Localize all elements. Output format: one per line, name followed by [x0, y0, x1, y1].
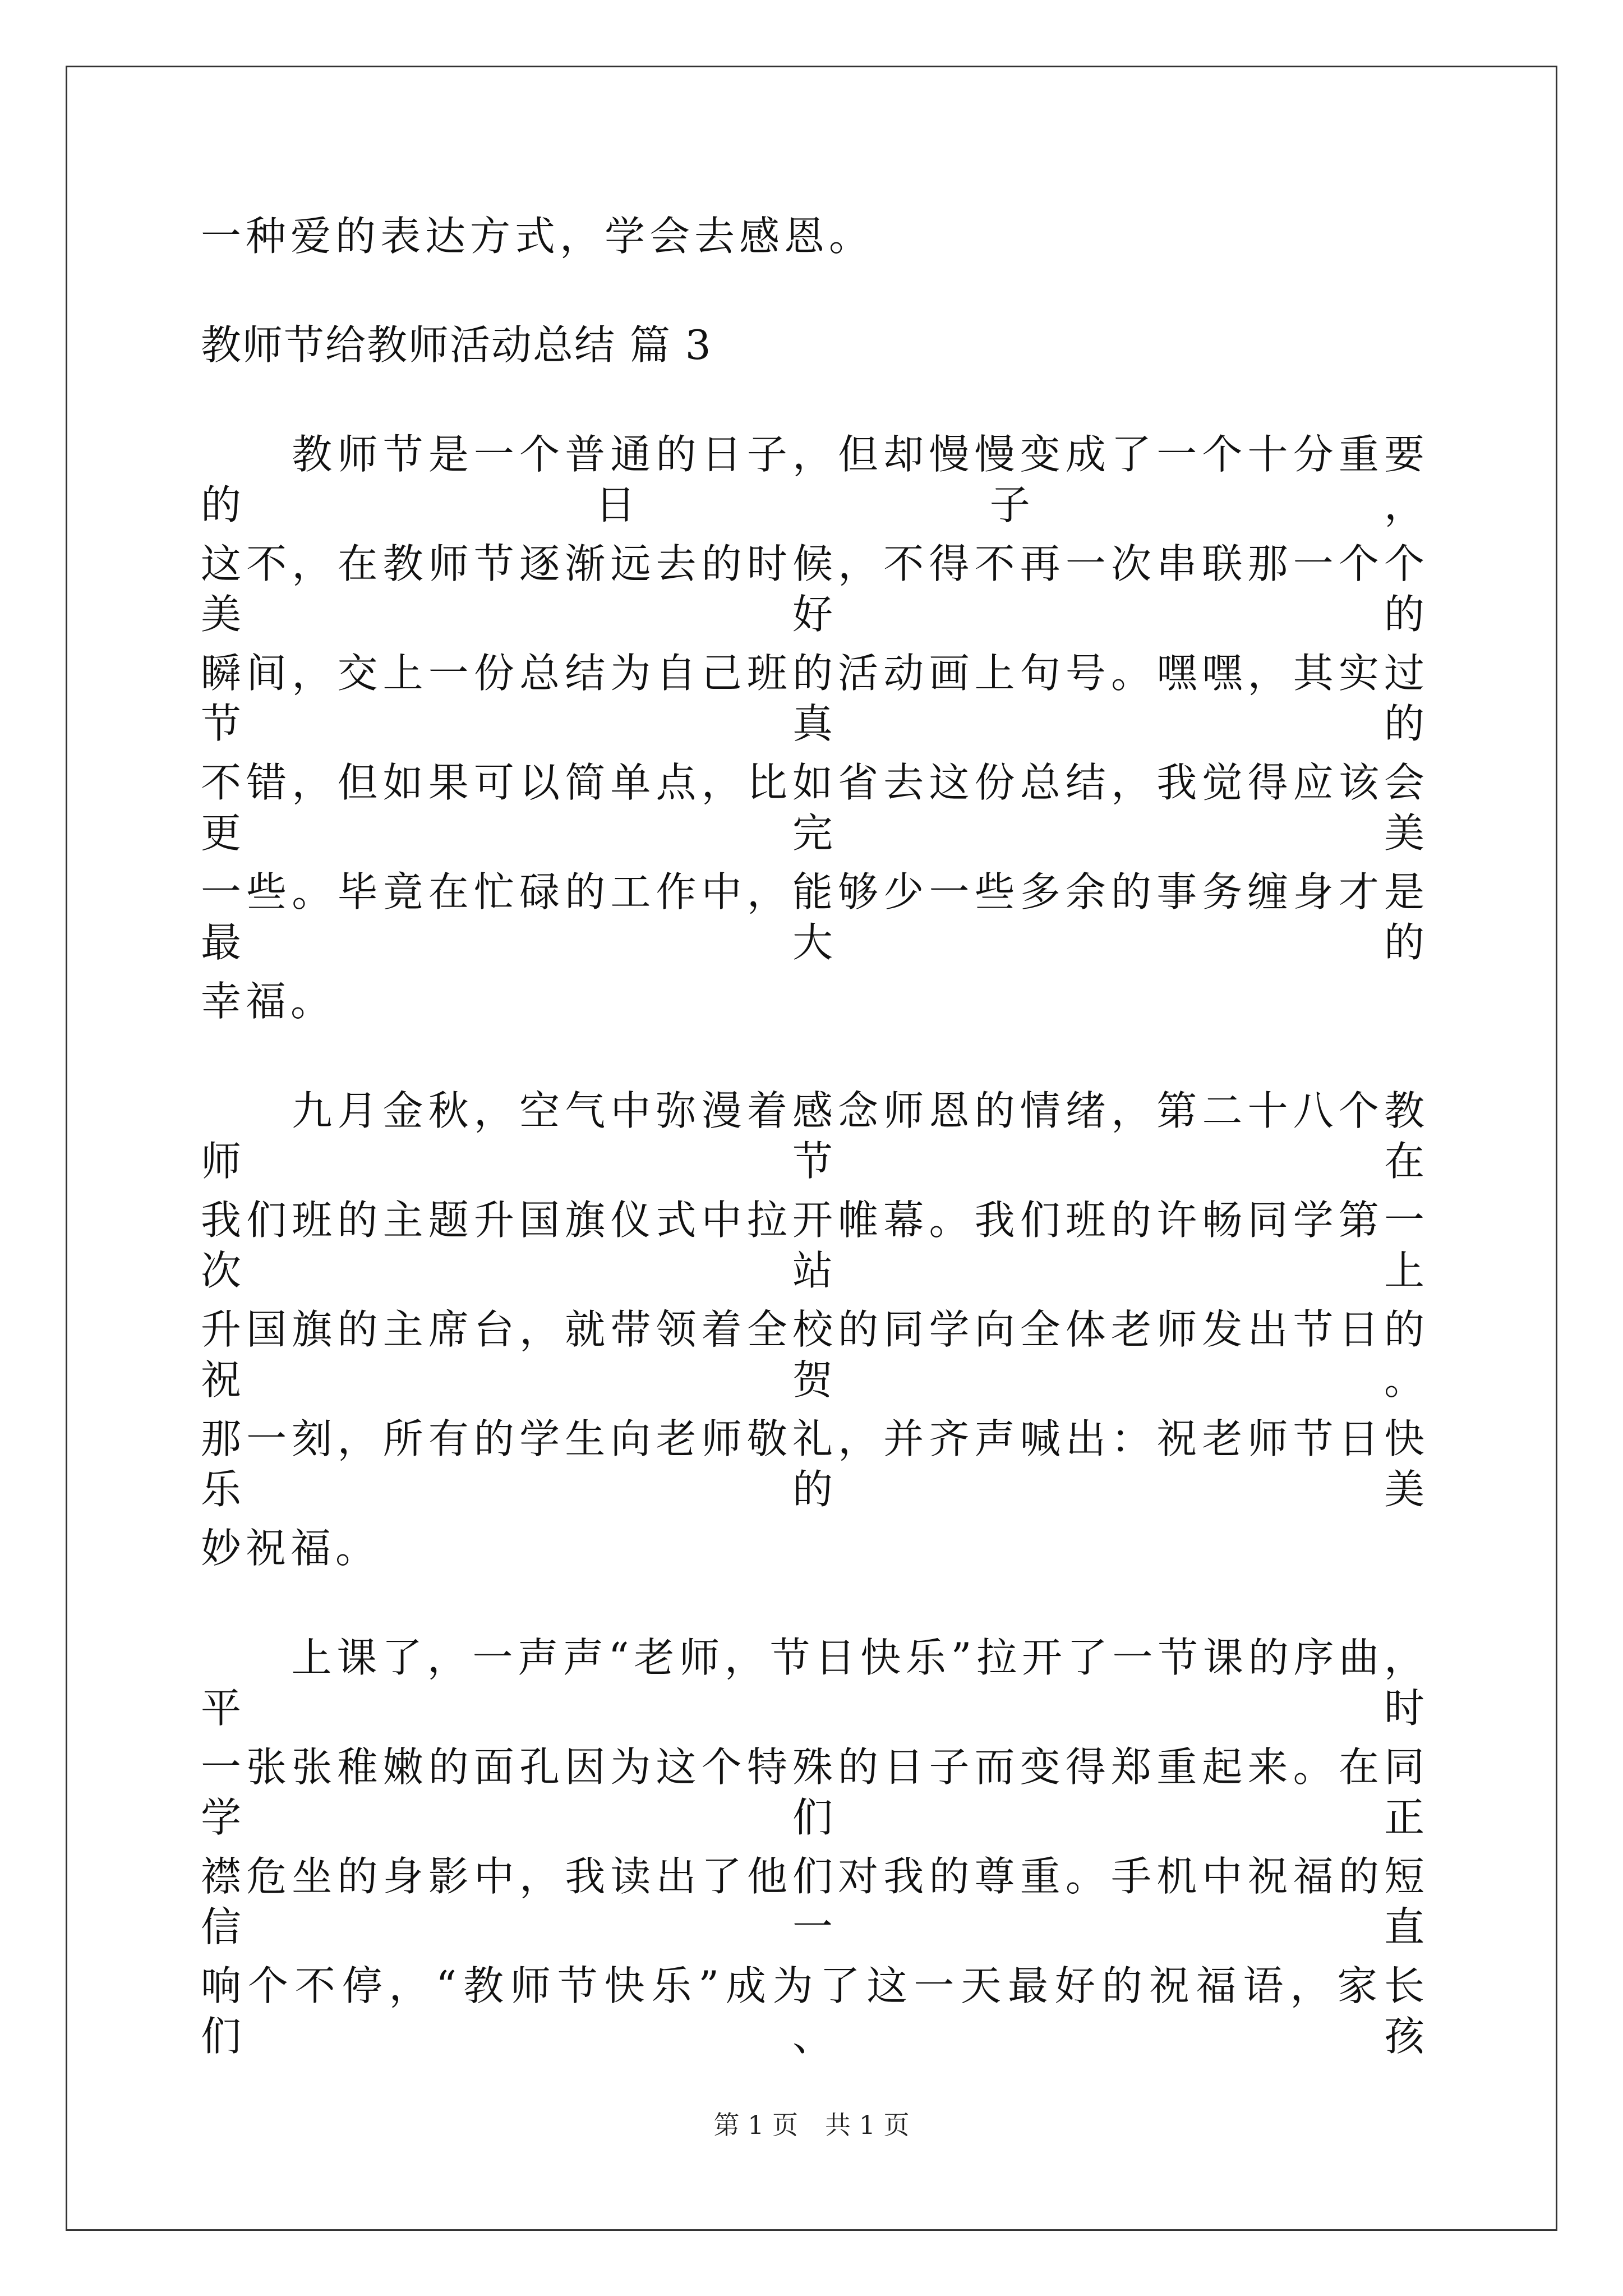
paragraph-line: 妙祝福。: [201, 1525, 381, 1572]
paragraph-line: 教师节是一个普通的日子，但却慢慢变成了一个十分重要的日子，: [201, 431, 1429, 528]
page-number: 第 1 页: [713, 2110, 798, 2140]
paragraph-line: 这不，在教师节逐渐远去的时候，不得不再一次串联那一个个美好的: [201, 540, 1429, 638]
section-heading: 教师节给教师活动总结 篇 3: [201, 321, 712, 369]
paragraph-line: 瞬间，交上一份总结为自己班的活动画上句号。嘿嘿，其实过节真的: [201, 650, 1429, 747]
paragraph-line: 一张张稚嫩的面孔因为这个特殊的日子而变得郑重起来。在同学们正: [201, 1743, 1429, 1841]
paragraph-line: 升国旗的主席台，就带领着全校的同学向全体老师发出节日的祝贺。: [201, 1306, 1429, 1404]
page-total: 共 1 页: [825, 2110, 910, 2140]
page-footer: [0, 2108, 1623, 2142]
paragraph-line: 一些。毕竟在忙碌的工作中，能够少一些多余的事务缠身才是最大的: [201, 868, 1429, 966]
paragraph-line: 九月金秋，空气中弥漫着感念师恩的情绪，第二十八个教师节在: [201, 1087, 1429, 1185]
paragraph-line: 不错，但如果可以简单点，比如省去这份总结，我觉得应该会更完美: [201, 759, 1429, 857]
paragraph-line: 那一刻，所有的学生向老师敬礼，并齐声喊出：祝老师节日快乐的美: [201, 1415, 1429, 1513]
paragraph-line: 我们班的主题升国旗仪式中拉开帷幕。我们班的许畅同学第一次站上: [201, 1197, 1429, 1294]
paragraph-line: 一种爱的表达方式，学会去感恩。: [201, 213, 874, 260]
paragraph-line: 响个不停，“教师节快乐”成为了这一天最好的祝福语，家长们、孩: [201, 1962, 1429, 2060]
paragraph-line: 幸福。: [201, 978, 336, 1025]
paragraph-line: 上课了，一声声“老师，节日快乐”拉开了一节课的序曲，平时: [201, 1634, 1429, 1732]
paragraph-line: 襟危坐的身影中，我读出了他们对我的尊重。手机中祝福的短信一直: [201, 1853, 1429, 1950]
